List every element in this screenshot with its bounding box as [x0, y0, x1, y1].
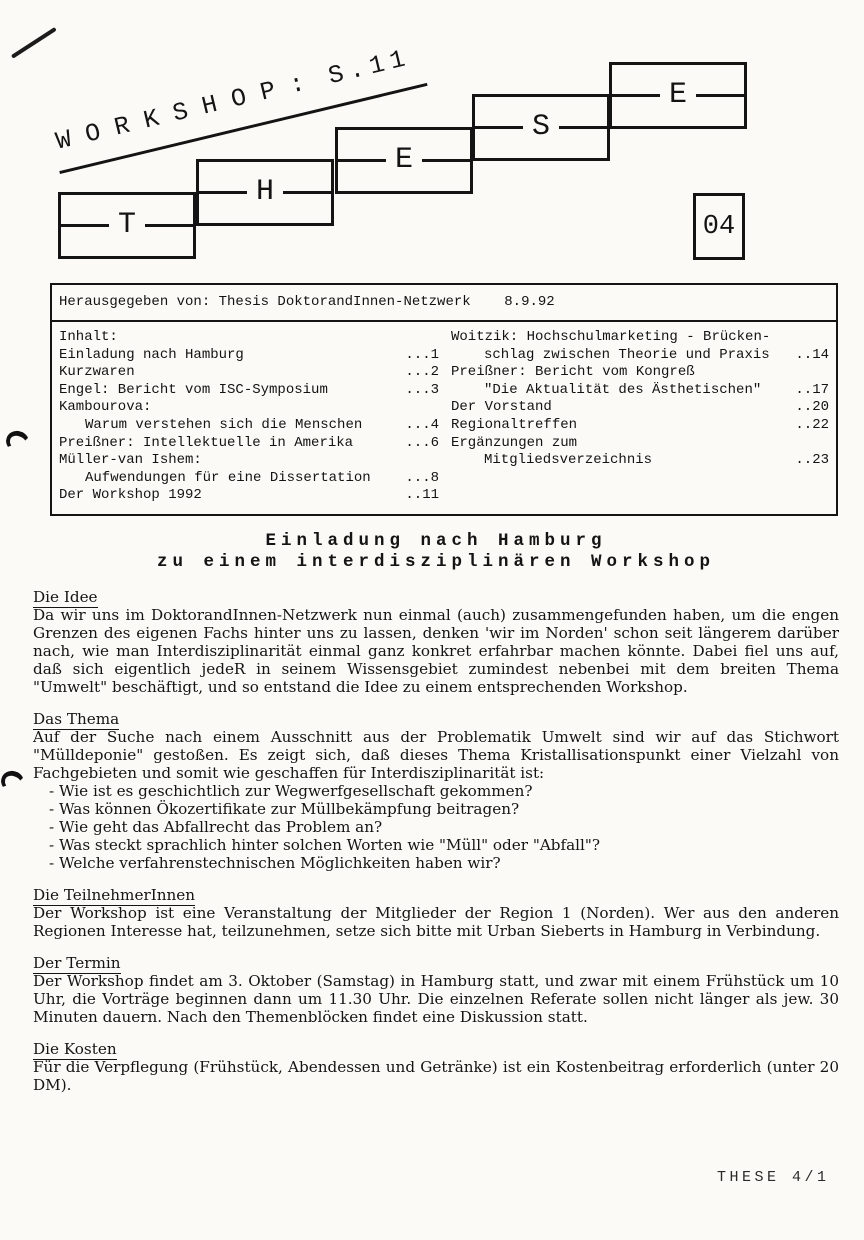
bullet-item: - Wie ist es geschichtlich zur Wegwerfgesellschaft gekommen? [33, 782, 839, 800]
toc-entry-label: Einladung nach Hamburg [59, 346, 244, 363]
paragraph: Auf der Suche nach einem Ausschnitt aus der Problematik Umwelt sind wir auf das Stichwort "Mülldeponie" gestoßen. Es zeigt sich, daß dieses Thema Kristallisationspunkt einer Vielzahl von Fachgebieten und somit wie geschaffen für Interdisziplinarität ist: [33, 728, 839, 782]
toc-entry-label: Preißner: Intellektuelle in Amerika [59, 434, 354, 451]
toc-entry-label: Preißner: Bericht vom Kongreß [451, 364, 695, 381]
article-title-line2: zu einem interdisziplinären Workshop [156, 552, 716, 572]
toc-entry-page: ...3 [405, 381, 439, 398]
masthead-letter: E [386, 144, 422, 174]
toc-entry-page: ...8 [405, 469, 439, 486]
section-heading-text: Die TeilnehmerInnen [33, 886, 196, 904]
toc-entry [451, 399, 829, 417]
section-heading [33, 588, 839, 606]
diagonal-title-part2: S.11 [325, 43, 414, 92]
toc-column-left [59, 329, 451, 505]
toc-entry-label: Engel: Bericht vom ISC-Symposium [59, 381, 328, 398]
article-section [33, 1040, 839, 1094]
toc-entry-page: ..22 [795, 416, 829, 433]
article-sections [33, 588, 839, 1094]
toc-entry-label: Der Vorstand [451, 399, 552, 416]
toc-entry [59, 470, 439, 488]
toc-entry-label: Warum verstehen sich die Menschen [85, 416, 363, 433]
toc-entry-page: ...4 [405, 416, 439, 433]
toc-entry-label: Ergänzungen zum [451, 434, 578, 451]
toc-entry-label: Kambourova: [59, 399, 152, 416]
masthead-letter: S [523, 111, 559, 141]
toc-entry-page: ..17 [795, 381, 829, 398]
article-title [33, 531, 839, 573]
toc-entry [59, 364, 439, 382]
paragraph: Der Workshop findet am 3. Oktober (Samstag) in Hamburg statt, und zwar mit einem Frühstück um 10 Uhr, die Vorträge beginnen dann um 11.30 Uhr. Die einzelnen Referate sollen nicht länger als jew. 30 Minuten dauern. Nach den Themenblöcken findet eine Diskussion statt. [33, 972, 839, 1026]
toc-entry [451, 382, 829, 400]
toc-entry-label: Regionaltreffen [451, 416, 578, 433]
toc-title: Inhalt: [59, 329, 118, 345]
section-heading [33, 886, 839, 904]
toc-entry-label: schlag zwischen Theorie und Praxis [484, 346, 770, 363]
toc-entry-page: ..20 [795, 399, 829, 416]
masthead-letter: T [109, 209, 145, 239]
footer-page-label: THESE 4/1 [717, 1169, 830, 1186]
toc-right-entries [451, 329, 829, 470]
paragraph: Für die Verpflegung (Frühstück, Abendessen und Getränke) ist ein Kostenbeitrag erforderlich (unter 20 DM). [33, 1058, 839, 1094]
toc-column-right [451, 329, 829, 505]
toc-entry [451, 364, 829, 382]
bullet-item: - Was steckt sprachlich hinter solchen Worten wie "Müll" oder "Abfall"? [33, 836, 839, 854]
toc-entry-label: "Die Aktualität des Ästhetischen" [484, 381, 762, 398]
article-section [33, 954, 839, 1026]
toc-entry [59, 347, 439, 365]
toc-entry-label: Müller-van Ishem: [59, 452, 202, 469]
paragraph: Da wir uns im DoktorandInnen-Netzwerk nun einmal (auch) zusammengefunden haben, um die engen Grenzen des eigenen Fachs hinter uns zu lassen, denken 'wir im Norden' schon seit längerem darüber nach, wie man Interdisziplinarität einmal ganz konkret erfahrbar machen könnte. Dabei fiel uns auf, daß sich eigentlich jedeR in seinem Wissensgebiet zumindest nebenbei mit dem breiten Thema "Umwelt" beschäftigt, und so entstand die Idee zu einem entsprechenden Workshop. [33, 606, 839, 696]
toc-entry [451, 417, 829, 435]
bullet-item: - Welche verfahrenstechnischen Möglichkeiten haben wir? [33, 854, 839, 872]
article-title-line1: Einladung nach Hamburg [265, 531, 607, 551]
section-heading-text: Die Kosten [33, 1040, 117, 1058]
bullet-item: - Was können Ökozertifikate zur Müllbekämpfung beitragen? [33, 800, 839, 818]
issue-number-box [693, 193, 745, 260]
toc-entry-page: ..14 [795, 346, 829, 363]
diagonal-title-part1: WORKSHOP: [53, 65, 323, 157]
section-heading-text: Der Termin [33, 954, 121, 972]
section-heading-text: Das Thema [33, 710, 120, 728]
article-section [33, 886, 839, 940]
toc-title-row [59, 329, 439, 347]
toc-box [50, 283, 838, 516]
masthead-letter: E [660, 79, 696, 109]
toc-entry-page: ...6 [405, 434, 439, 451]
toc-entry [59, 417, 439, 435]
pen-crescent-mark-icon [0, 768, 26, 795]
toc-entry-label: Aufwendungen für eine Dissertation [85, 469, 371, 486]
toc-entry-label: Kurzwaren [59, 364, 135, 381]
toc-entry [59, 435, 439, 453]
toc-entry [59, 382, 439, 400]
toc-entry-page: ...1 [405, 346, 439, 363]
toc-entry-page: ...2 [405, 364, 439, 381]
toc-entry-label: Der Workshop 1992 [59, 487, 202, 504]
toc-entry [59, 487, 439, 505]
toc-entry [451, 329, 829, 347]
toc-entry [451, 435, 829, 453]
pen-stroke-mark-icon [11, 27, 57, 59]
paragraph: Der Workshop ist eine Veranstaltung der Mitglieder der Region 1 (Norden). Wer aus den anderen Regionen Interesse hat, teilzunehmen, setze sich bitte mit Urban Sieberts in Hamburg in Verbindung. [33, 904, 839, 940]
pen-crescent-mark-icon [4, 428, 32, 455]
section-heading-text: Die Idee [33, 588, 98, 606]
toc-entry [59, 452, 439, 470]
publisher-line: Herausgegeben von: Thesis DoktorandInnen-Netzwerk 8.9.92 [52, 285, 836, 322]
article-section [33, 588, 839, 696]
article-section [33, 710, 839, 872]
toc-entry-page: ..23 [795, 452, 829, 469]
article [33, 531, 839, 1094]
masthead-letter: H [247, 176, 283, 206]
toc-left-entries [59, 347, 439, 505]
section-heading [33, 710, 839, 728]
toc-entry-label: Mitgliedsverzeichnis [484, 452, 653, 469]
section-heading [33, 954, 839, 972]
section-heading [33, 1040, 839, 1058]
toc-entry [451, 452, 829, 470]
toc-entry-page: ..11 [405, 487, 439, 504]
toc-entry-label: Woitzik: Hochschulmarketing - Brücken- [451, 329, 771, 345]
issue-number: 04 [702, 211, 736, 242]
bullet-item: - Wie geht das Abfallrecht das Problem an? [33, 818, 839, 836]
toc-entry [59, 399, 439, 417]
toc-entry [451, 347, 829, 365]
toc-body [52, 322, 836, 514]
